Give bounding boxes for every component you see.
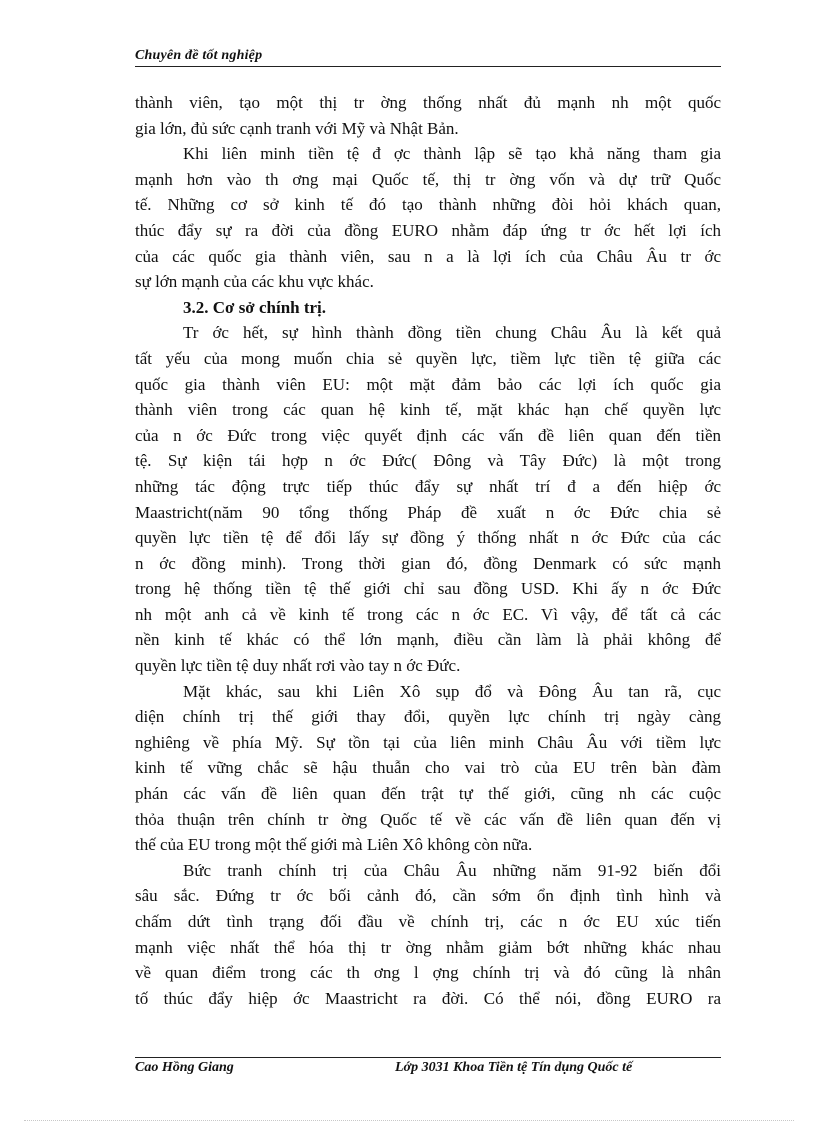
page-edge-divider: [24, 1120, 794, 1121]
text-line: sâu sắc. Đứng tr ớc bối cảnh đó, cần sớm ổn định tình hình và: [135, 886, 721, 906]
text-line: quyền lực tiền tệ duy nhất rơi vào tay n ớc Đức.: [135, 656, 461, 676]
text-line: quốc gia thành viên EU: một mặt đảm bảo các lợi ích quốc gia: [135, 374, 721, 394]
page-header: [135, 50, 721, 67]
page-footer: [135, 1057, 721, 1078]
text-line: kinh tế vững chắc sẽ hậu thuẫn cho vai trò của EU trên bàn đàm: [135, 758, 721, 778]
section-heading: 3.2. Cơ sở chính trị.: [183, 297, 327, 317]
text-line: tệ. Sự kiện tái hợp n ớc Đức( Đông và Tây Đức) là một trong: [135, 451, 721, 471]
text-line: mạnh việc nhất thể hóa thị tr ờng nhằm giảm bớt những khác nhau: [135, 937, 721, 957]
text-line: Bức tranh chính trị của Châu Âu những năm 91-92 biến đổi: [183, 860, 721, 880]
text-line: Maastricht(năm 90 tổng thống Pháp đề xuất n ớc Đức chia sẻ: [135, 502, 721, 522]
text-line: diện chính trị thế giới thay đổi, quyền lực chính trị ngày càng: [135, 707, 721, 727]
footer-class-info: Lớp 3031 Khoa Tiền tệ Tín dụng Quốc tế: [395, 1060, 633, 1075]
text-line: n ớc đồng minh). Trong thời gian đó, đồng Denmark có sức mạnh: [135, 553, 721, 573]
text-line: tố thúc đẩy hiệp ớc Maastricht ra đời. Có thể nói, đồng EURO ra: [135, 988, 721, 1008]
text-line: phán các vấn đề liên quan đến trật tự thế giới, cũng nh các cuộc: [135, 784, 721, 804]
text-line: sự lớn mạnh của các khu vực khác.: [135, 272, 374, 292]
text-line: nền kinh tế khác có thể lớn mạnh, điều cần làm là phải không để: [135, 630, 721, 650]
text-line: chấm dứt tình trạng đối đầu về chính trị, các n ớc EU xúc tiến: [135, 912, 721, 931]
text-line: thành viên trong các quan hệ kinh tế, mặt khác hạn chế quyền lực: [135, 400, 721, 420]
text-line: nh một anh cả về kinh tế trong các n ớc EC. Vì vậy, để tất cả các: [135, 604, 721, 624]
text-line: thúc đẩy sự ra đời của đồng EURO nhằm đáp ứng tr ớc hết lợi ích: [135, 220, 721, 240]
text-line: của các quốc gia thành viên, sau n a là lợi ích của Châu Âu tr ớc: [135, 246, 721, 266]
text-line: tất yếu của mong muốn chia sẻ quyền lực, tiềm lực tiền tệ giữa các: [135, 348, 721, 368]
document-body: [135, 90, 721, 1011]
text-line: gia lớn, đủ sức cạnh tranh với Mỹ và Nhật Bản.: [135, 118, 459, 138]
text-line: của n ớc Đức trong việc quyết định các vấn đề liên quan đến tiền: [135, 425, 721, 445]
text-line: thế của EU trong một thế giới mà Liên Xô không còn nữa.: [135, 835, 533, 855]
text-line: trong hệ thống tiền tệ thế giới chỉ sau đồng USD. Khi ấy n ớc Đức: [135, 579, 721, 599]
text-line: mạnh hơn vào th ơng mại Quốc tế, thị tr ờng vốn và dự trữ Quốc: [135, 169, 721, 189]
text-line: về quan điểm trong các th ơng l ợng chính trị và đó cũng là nhân: [135, 963, 721, 983]
text-line: quyền lực tiền tệ để đổi lấy sự đồng ý thống nhất n ớc Đức của các: [135, 528, 721, 548]
text-line: Tr ớc hết, sự hình thành đồng tiền chung Châu Âu là kết quả: [183, 323, 721, 343]
header-title: Chuyên đề tốt nghiệp: [135, 48, 263, 63]
footer-author: Cao Hồng Giang: [135, 1060, 234, 1075]
text-line: những tác động trực tiếp thúc đẩy sự nhất trí đ a đến hiệp ớc: [135, 476, 721, 496]
text-line: thành viên, tạo một thị tr ờng thống nhất đủ mạnh nh một quốc: [135, 93, 721, 112]
text-line: Mặt khác, sau khi Liên Xô sụp đổ và Đông Âu tan rã, cục: [183, 681, 721, 701]
text-line: nghiêng về phía Mỹ. Sự tồn tại của liên minh Châu Âu với tiềm lực: [135, 732, 721, 752]
text-line: tế. Những cơ sở kinh tế đó tạo thành những đòi hỏi khách quan,: [135, 195, 721, 215]
text-line: Khi liên minh tiền tệ đ ợc thành lập sẽ tạo khả năng tham gia: [183, 144, 721, 164]
text-line: thỏa thuận trên chính tr ờng Quốc tế về các vấn đề liên quan đến vị: [135, 809, 721, 829]
